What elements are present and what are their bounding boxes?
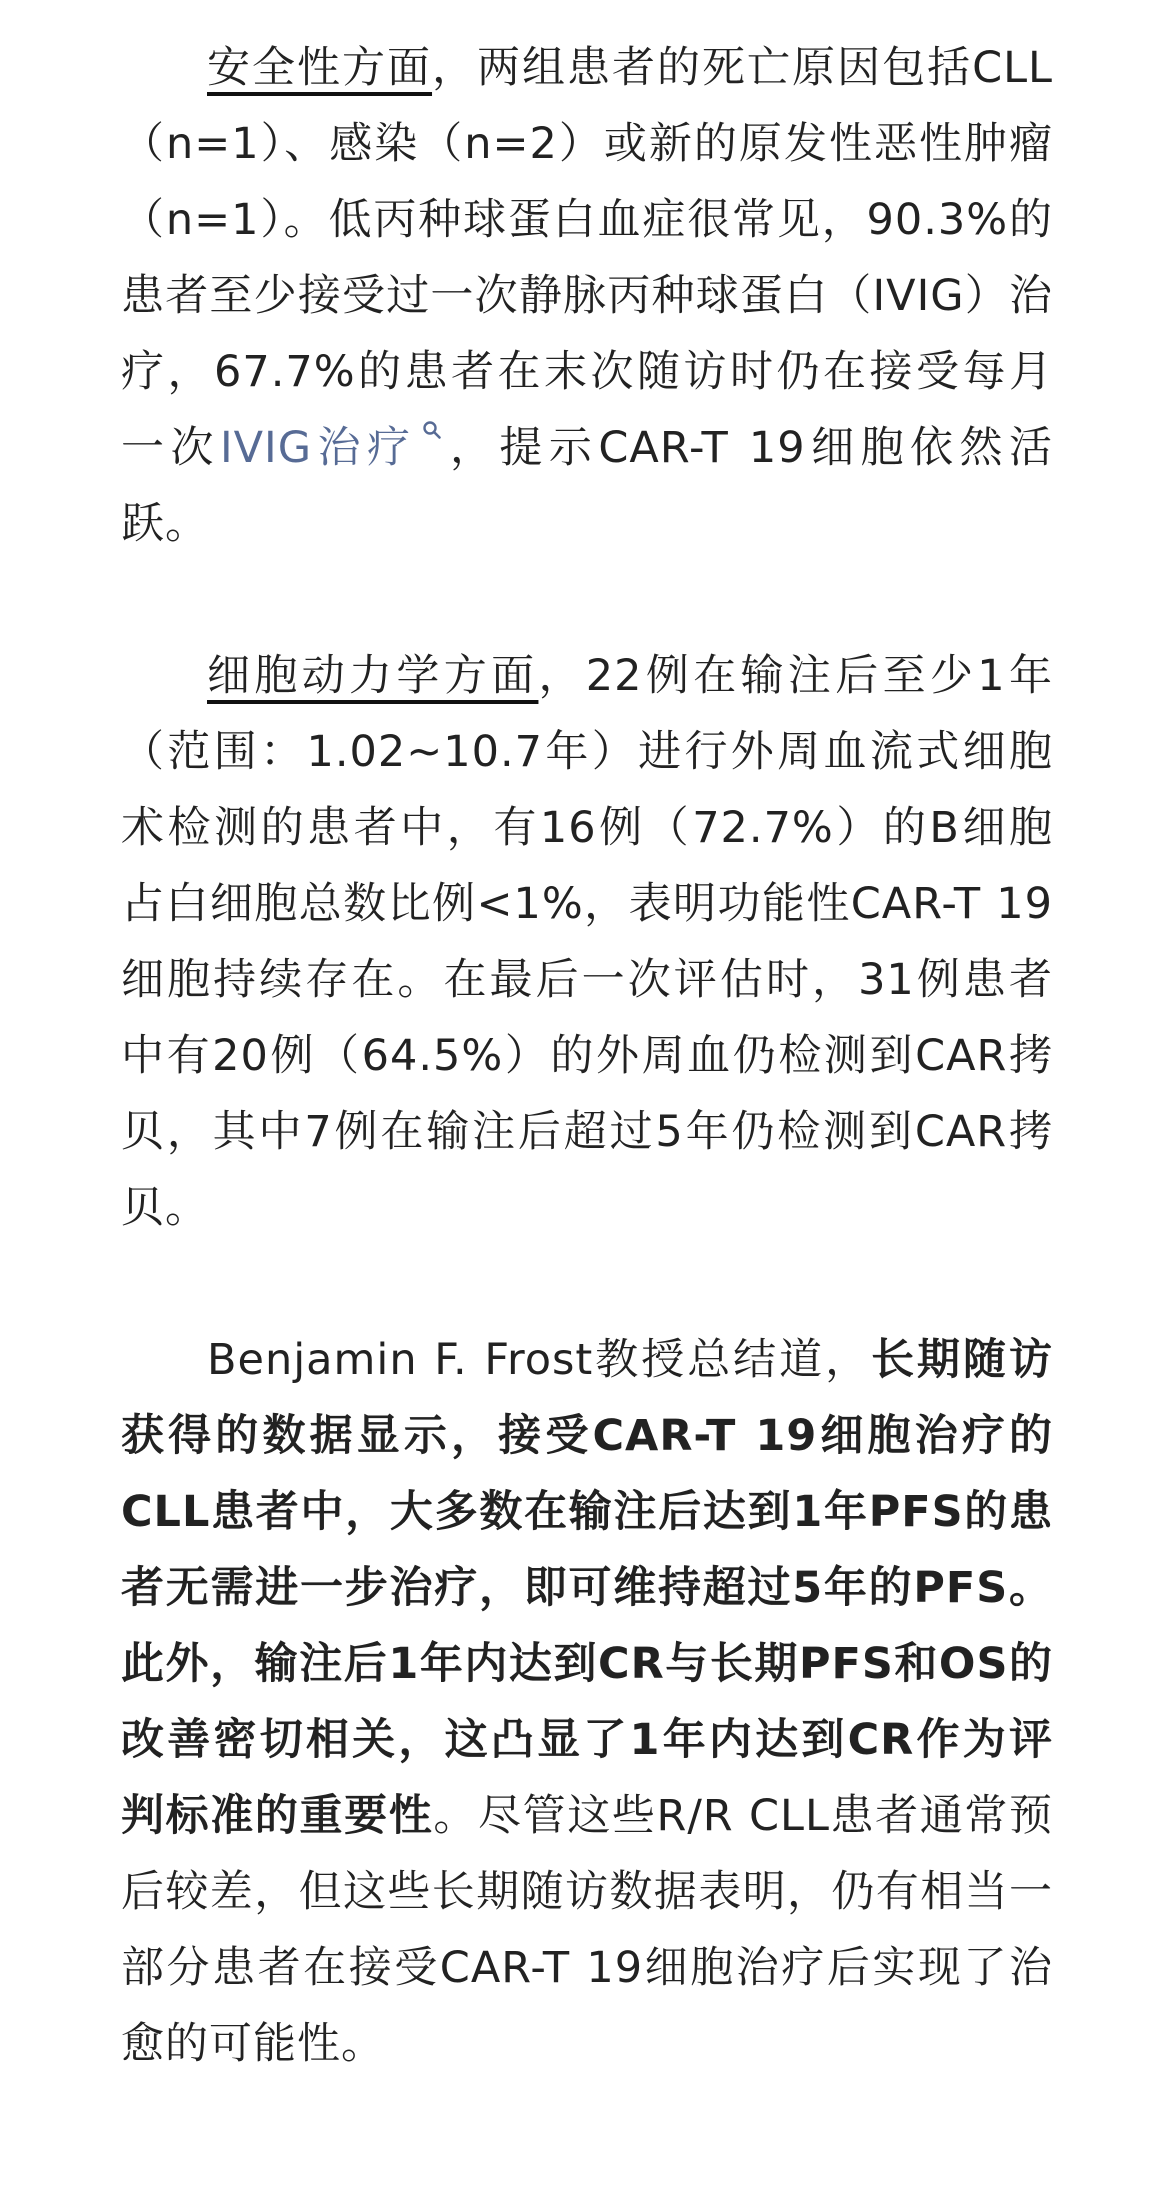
conclusion-intro: Benjamin F. Frost教授总结道， [207,1335,872,1385]
keyword-safety: 安全性方面 [207,43,433,93]
paragraph-conclusion [121,1322,1053,2082]
search-icon[interactable] [422,420,442,440]
ivig-link[interactable]: IVIG治疗 [219,423,417,473]
article-body [121,30,1053,2082]
paragraph-safety [121,30,1053,562]
paragraph-kinetics [121,638,1053,1246]
safety-text-end: ，提示CAR-T 19细胞依然活跃。 [121,423,1054,549]
keyword-kinetics: 细胞动力学方面 [207,651,539,701]
safety-text: ，两组患者的死亡原因包括CLL（n=1）、感染（n=2）或新的原发性恶性肿瘤（n=1）。低丙种球蛋白血症很常见，90.3%的患者至少接受过一次静脉丙种球蛋白（IVIG）治疗，67.7%的患者在末次随访时仍在接受每月一次 [121,43,1054,473]
kinetics-text: ，22例在输注后至少1年（范围：1.02~10.7年）进行外周血流式细胞术检测的患者中，有16例（72.7%）的B细胞占白细胞总数比例<1%，表明功能性CAR-T 19细胞持续存在。在最后一次评估时，31例患者中有20例（64.5%）的外周血仍检测到CAR拷贝，其中7例在输注后超过5年仍检测到CAR拷贝。 [121,651,1054,1233]
conclusion-text: 。尽管这些R/R CLL患者通常预后较差，但这些长期随访数据表明，仍有相当一部分患者在接受CAR-T 19细胞治疗后实现了治愈的可能性。 [121,1791,1053,2069]
conclusion-bold: 长期随访获得的数据显示，接受CAR-T 19细胞治疗的CLL患者中，大多数在输注后达到1年PFS的患者无需进一步治疗，即可维持超过5年的PFS。此外，输注后1年内达到CR与长期PFS和OS的改善密切相关，这凸显了1年内达到CR作为评判标准的重要性 [121,1335,1053,1841]
